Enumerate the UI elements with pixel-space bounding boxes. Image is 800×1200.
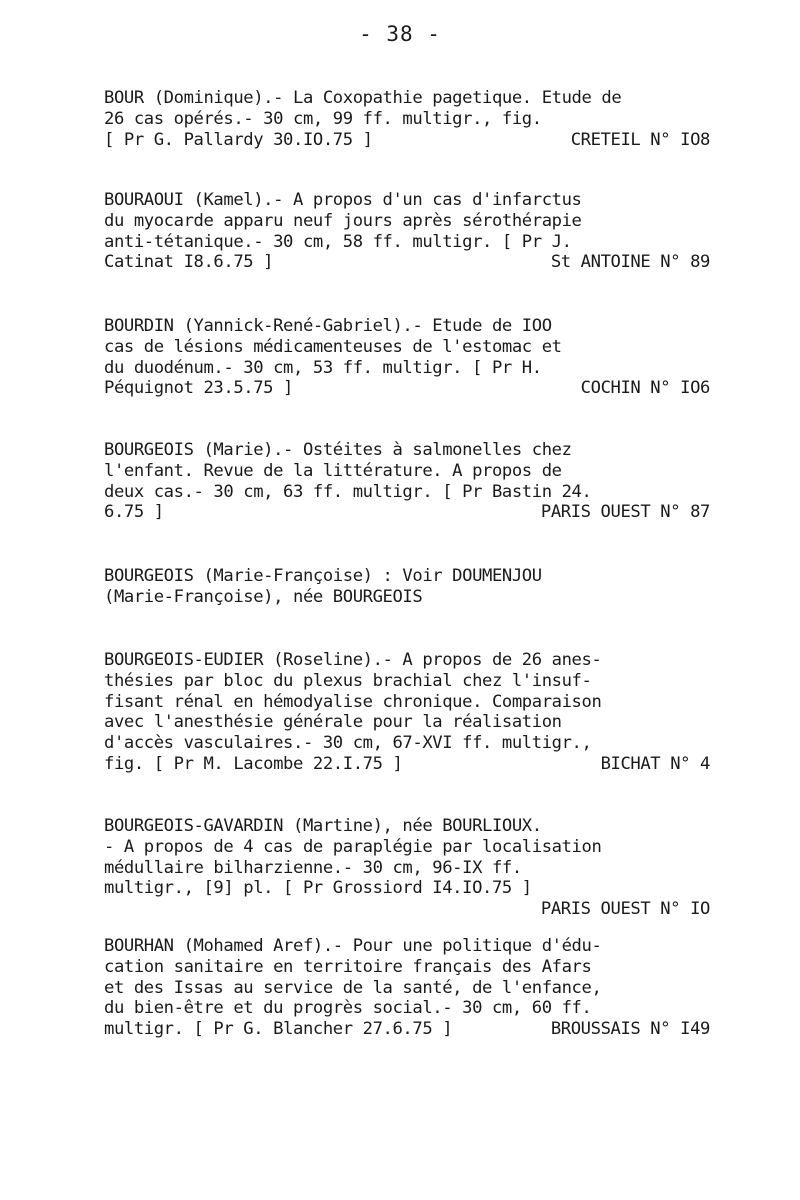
entry-line: médullaire bilharzienne.- 30 cm, 96-IX ff. (104, 857, 522, 878)
entry-line-text: [ Pr G. Pallardy 30.IO.75 ] (104, 129, 373, 150)
entry-line: multigr., [9] pl. [ Pr Grossiord I4.IO.75 ] (104, 878, 532, 899)
entry-location: PARIS OUEST N° IO (540, 899, 710, 920)
entry-line-text: multigr. [ Pr G. Blancher 27.6.75 ] (104, 1019, 453, 1040)
entry-line: (Marie-Françoise), née BOURGEOIS (104, 586, 423, 607)
entry-line: l'enfant. Revue de la littérature. A propos de (104, 460, 562, 481)
entry-line: du myocarde apparu neuf jours après sérothérapie (104, 210, 582, 231)
entry-line: 26 cas opérés.- 30 cm, 99 ff. multigr., fig. (104, 108, 542, 129)
entry-line: du duodénum.- 30 cm, 53 ff. multigr. [ Pr H. (104, 357, 542, 378)
entry-location: BROUSSAIS N° I49 (550, 1019, 710, 1040)
entry-location: CRETEIL N° IO8 (570, 129, 710, 150)
entry-line: deux cas.- 30 cm, 63 ff. multigr. [ Pr Bastin 24. (104, 481, 592, 502)
bibliography-entry (104, 190, 710, 273)
entry-line (104, 502, 710, 523)
entry-line: BOUR (Dominique).- La Coxopathie pagetique. Etude de (104, 88, 622, 108)
entry-line: BOURGEOIS-EUDIER (Roseline).- A propos de 26 anes- (104, 650, 602, 670)
entry-line (104, 378, 710, 399)
entry-line: BOURGEOIS (Marie).- Ostéites à salmonelles chez (104, 440, 572, 460)
entry-line: avec l'anesthésie générale pour la réalisation (104, 712, 562, 733)
bibliography-entry (104, 316, 710, 399)
entry-line: et des Issas au service de la santé, de l'enfance, (104, 977, 602, 998)
bibliography-entry (104, 650, 710, 775)
entry-line: d'accès vasculaires.- 30 cm, 67-XVI ff. multigr., (104, 733, 592, 754)
entry-location: BICHAT N° 4 (600, 753, 710, 774)
entry-line (104, 899, 710, 920)
entry-line: - A propos de 4 cas de paraplégie par localisation (104, 836, 602, 857)
bibliography-entry (104, 440, 710, 523)
entry-line-text: fig. [ Pr M. Lacombe 22.I.75 ] (104, 753, 403, 774)
entry-line-text: Péquignot 23.5.75 ] (104, 378, 294, 399)
entry-line (104, 252, 710, 273)
page-number: - 38 - (359, 22, 441, 46)
entry-line: BOURGEOIS-GAVARDIN (Martine), née BOURLIOUX. (104, 816, 542, 836)
entry-line: cas de lésions médicamenteuses de l'estomac et (104, 336, 562, 357)
entry-location: St ANTOINE N° 89 (550, 252, 710, 273)
entry-line (104, 1019, 710, 1040)
entry-line-text: Catinat I8.6.75 ] (104, 252, 274, 273)
entry-line: thésies par bloc du plexus brachial chez l'insuf- (104, 670, 592, 691)
entry-location: COCHIN N° IO6 (580, 378, 710, 399)
entry-line: BOURHAN (Mohamed Aref).- Pour une politique d'édu- (104, 936, 602, 956)
entry-line: fisant rénal en hémodyalise chronique. Comparaison (104, 691, 602, 712)
entry-line: BOURDIN (Yannick-René-Gabriel).- Etude de IOO (104, 316, 552, 336)
entry-line (104, 753, 710, 775)
entry-line: BOURAOUI (Kamel).- A propos d'un cas d'infarctus (104, 190, 582, 210)
bibliography-entry (104, 816, 710, 920)
bibliography-entry (104, 936, 710, 1040)
bibliography-entry (104, 88, 710, 150)
entry-line: BOURGEOIS (Marie-Françoise) : Voir DOUMENJOU (104, 566, 542, 586)
entry-location: PARIS OUEST N° 87 (540, 502, 710, 523)
entry-line: anti-tétanique.- 30 cm, 58 ff. multigr. [ Pr J. (104, 231, 572, 252)
bibliography-entry (104, 566, 704, 608)
entry-line (104, 129, 710, 151)
entry-line-text: 6.75 ] (104, 502, 164, 523)
entry-line: du bien-être et du progrès social.- 30 cm, 60 ff. (104, 998, 592, 1019)
entry-line: cation sanitaire en territoire français des Afars (104, 956, 592, 977)
